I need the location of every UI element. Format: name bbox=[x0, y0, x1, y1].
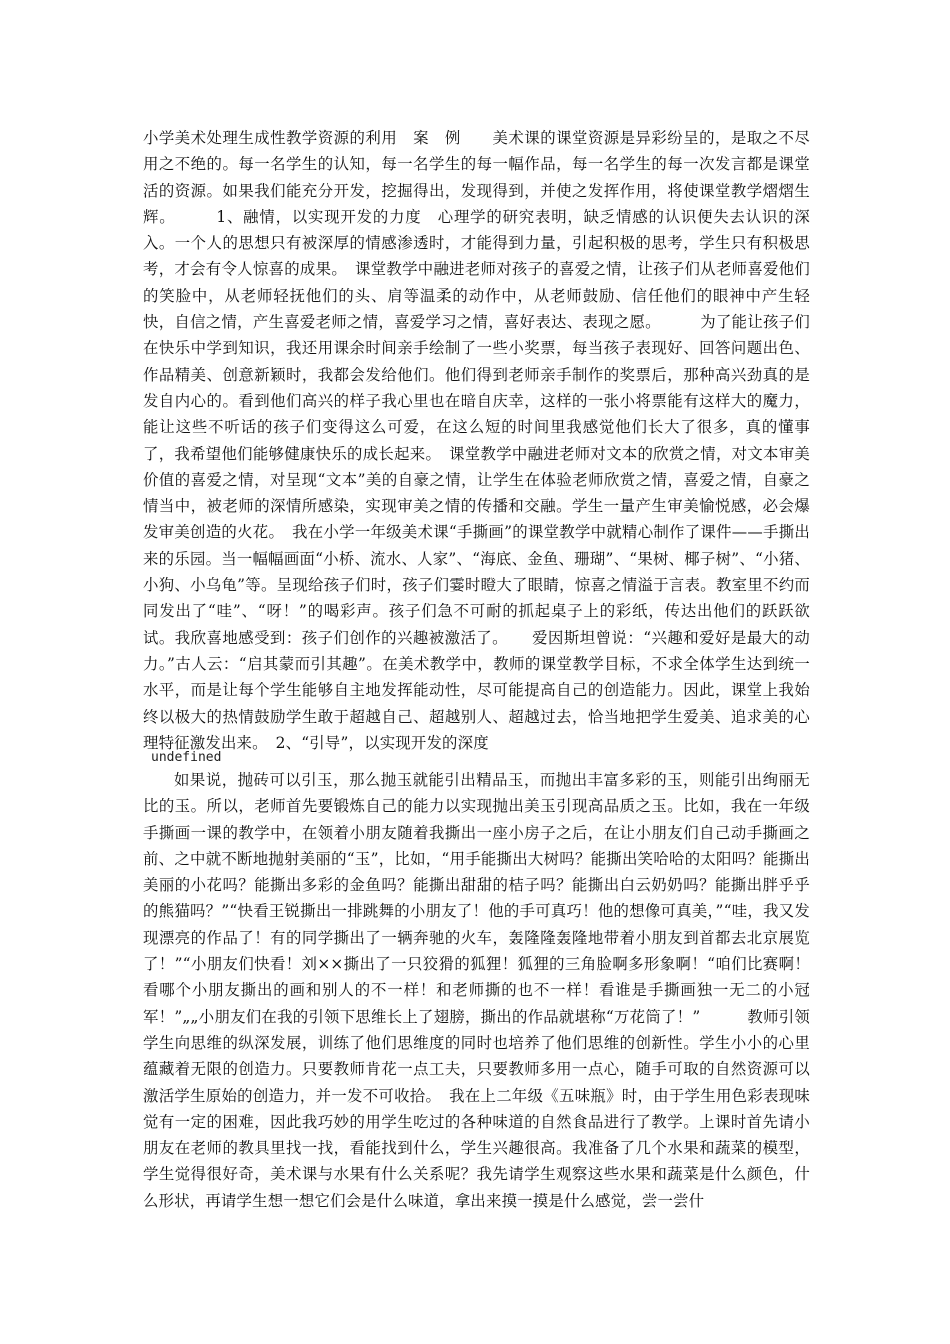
undefined-marker: undefined bbox=[151, 750, 222, 765]
body-paragraph-2: 如果说，抛砖可以引玉，那么抛玉就能引出精品玉，而抛出丰富多彩的玉，则能引出绚丽无比的玉。所以，老师首先要锻炼自己的能力以实现抛出美玉引现高品质之玉。比如，我在一年级手撕画一课的教学中，在领着小朋友随着我撕出一座小房子之后，在让小朋友们自己动手撕画之前、之中就不断地抛射美丽的“玉”，比如，“用手能撕出大树吗？能撕出笑哈哈的太阳吗？能撕出美丽的小花吗？能撕出多彩的金鱼吗？能撕出甜甜的桔子吗？能撕出白云奶奶吗？能撕出胖乎乎的熊猫吗？”“快看王锐撕出一排跳舞的小朋友了！他的手可真巧！他的想像可真美，”“哇，我又发现漂亮的作品了！有的同学撕出了一辆奔驰的火车，轰隆隆轰隆地带着小朋友到首都去北京展览了！”“小朋友们快看！刘××撕出了一只狡猾的狐狸！狐狸的三角脸啊多形象啊！“咱们比赛啊！看哪个小朋友撕出的画和别人的不一样！和老师撕的也不一样！看谁是手撕画独一无二的小冠军！”„„小朋友们在我的引领下思维长上了翅膀，撕出的作品就堪称“万花筒了！” 教师引领学生向思维的纵深发展，训练了他们思维度的同时也培养了他们思维的创新性。学生小小的心里蕴藏着无限的创造力。只要教师肯花一点工夫，只要教师多用一点心，随手可取的自然资源可以激活学生原始的创造力，并一发不可收拾。 我在上二年级《五味瓶》时，由于学生用色彩表现味觉有一定的困难，因此我巧妙的用学生吃过的各种味道的自然食品进行了教学。上课时首先请小朋友在老师的教具里找一找，看能找到什么，学生兴趣很高。我准备了几个水果和蔬菜的模型，学生觉得很好奇，美术课与水果有什么关系呢？我先请学生观察这些水果和蔬菜是什么颜色，什么形状，再请学生想一想它们会是什么味道，拿出来摸一摸是什么感觉，尝一尝什 bbox=[143, 771, 810, 1210]
body-paragraph-1: 小学美术处理生成性教学资源的利用 案 例 美术课的课堂资源是异彩纷呈的，是取之不尽用之不绝的。每一名学生的认知，每一名学生的每一幅作品，每一名学生的每一次发言都是课堂活的资源。如果我们能充分开发，挖掘得出，发现得到，并使之发挥作用，将使课堂教学熠熠生辉。 1、融情，以实现开发的力度 心理学的研究表明，缺乏情感的认识便失去认识的深入。一个人的思想只有被深厚的情感渗透时，才能得到力量，引起积极的思考，学生只有积极思考，才会有令人惊喜的成果。 课堂教学中融进老师对孩子的喜爱之情，让孩子们从老师喜爱他们的笑脸中，从老师轻抚他们的头、肩等温柔的动作中，从老师鼓励、信任他们的眼神中产生轻快，自信之情，产生喜爱老师之情，喜爱学习之情，喜好表达、表现之愿。 为了能让孩子们在快乐中学到知识，我还用课余时间亲手绘制了一些小奖票，每当孩子表现好、回答问题出色、作品精美、创意新颖时，我都会发给他们。他们得到老师亲手制作的奖票后，那种高兴劲真的是发自内心的。看到他们高兴的样子我心里也在暗自庆幸，这样的一张小将票能有这样大的魔力，能让这些不听话的孩子们变得这么可爱，在这么短的时间里我感觉他们长大了很多，真的懂事了，我希望他们能够健康快乐的成长起来。 课堂教学中融进老师对文本的欣赏之情，对文本审美价值的喜爱之情，对呈现“文本”美的自豪之情，让学生在体验老师欣赏之情，喜爱之情，自豪之情当中，被老师的深情所感染，实现审美之情的传播和交融。学生一量产生审美愉悦感，必会爆发审美创造的火花。 我在小学一年级美术课“手撕画”的课堂教学中就精心制作了课件——手撕出来的乐园。当一幅幅画面“小桥、流水、人家”、“海底、金鱼、珊瑚”、“果树、椰子树”、“小猪、小狗、小乌龟”等。呈现给孩子们时，孩子们霎时瞪大了眼睛，惊喜之情溢于言表。教室里不约而同发出了“哇”、“呀！”的喝彩声。孩子们急不可耐的抓起桌子上的彩纸，传达出他们的跃跃欲试。我欣喜地感受到：孩子们创作的兴趣被激活了。 爱因斯坦曾说：“兴趣和爱好是最大的动力。”古人云：“启其蒙而引其趣”。在美术教学中，教师的课堂教学目标，不求全体学生达到统一水平，而是让每个学生能够自主地发挥能动性，尽可能提高自己的创造能力。因此，课堂上我始终以极大的热情鼓励学生敢于超越自己、超越别人、超越过去，恰当地把学生爱美、追求美的心理特征激发出来。 2、“引导”，以实现开发的深度 bbox=[143, 129, 810, 752]
